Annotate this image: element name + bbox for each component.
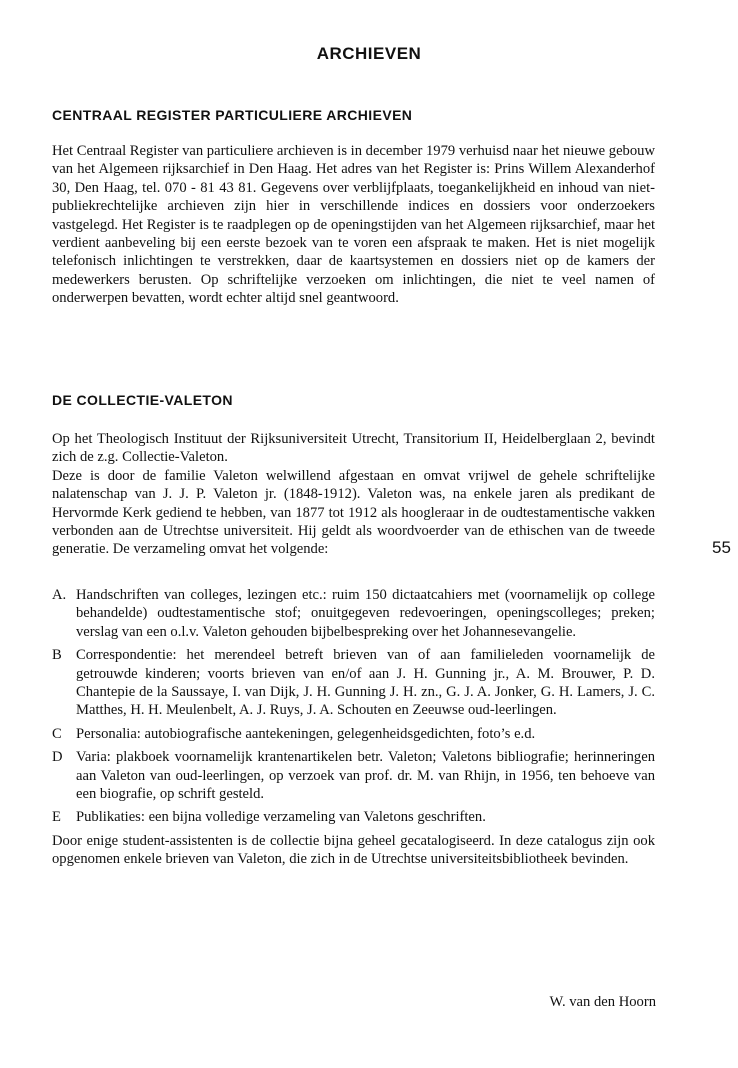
section-heading-central-register: CENTRAAL REGISTER PARTICULIERE ARCHIEVEN (52, 107, 413, 123)
list-item-text: Handschriften van colleges, lezingen etc.: ruim 150 dictaatcahiers met (voornamelijk op college behandelde) oudtestamentische stof; onuitgegeven redevoeringen, openingscolleges; preken; verslag van een o.l.v. Valeton gehouden bijbelbespreking over het Johannesevangelie. (76, 587, 655, 640)
list-item (52, 586, 655, 641)
list-item-marker: D (52, 749, 63, 766)
collection-contents-list (52, 586, 655, 869)
list-item-marker: E (52, 809, 61, 826)
closing-paragraph: Door enige student-assistenten is de collectie bijna geheel gecatalogiseerd. In deze catalogus zijn ook opgenomen enkele brieven van Valeton, die zich in de Utrechtse universiteitsbibliotheek bevinden. (52, 832, 655, 868)
collectie-intro (52, 430, 655, 559)
central-register-paragraph: Het Centraal Register van particuliere archieven is in december 1979 verhuisd naar het nieuwe gebouw van het Algemeen rijksarchief in Den Haag. Het adres van het Register is: Prins Willem Alexanderhof 30, Den Haag, tel. 070 - 81 43 81. Gegevens over verblijfplaats, toegankelijkheid en inhoud van niet-publiekrechtelijke archieven zijn hier in verschillende indices en dossiers voor onderzoekers vastgelegd. Het Register is te raadplegen op de openingstijden van het Algemeen rijksarchief, maar het verdient aanbeveling bij een eerste bezoek van te voren een afspraak te maken. Het is niet mogelijk telefonisch inlichtingen te verstrekken, daar de kaartsystemen en dossiers niet op de kamers der medewerkers berusten. Op schriftelijke verzoeken om inlichtingen, die niet te veel namen of onderwerpen bevatten, wordt echter altijd snel geantwoord. (52, 143, 655, 307)
list-item (52, 646, 655, 720)
list-item (52, 725, 655, 743)
collectie-intro-location: Op het Theologisch Instituut der Rijksuniversiteit Utrecht, Transitorium II, Heidelberglaan 2, bevindt zich de z.g. Collectie-Valeton. (52, 431, 655, 466)
page-title: ARCHIEVEN (316, 44, 422, 63)
list-item-marker: B (52, 647, 62, 664)
list-item-marker: C (52, 725, 62, 742)
list-item (52, 748, 655, 803)
collectie-intro-description: Deze is door de familie Valeton welwillend afgestaan en omvat vrijwel de gehele schriftelijke nalatenschap van J. J. P. Valeton jr. (1848-1912). Valeton was, na enkele jaren als predikant de Hervormde Kerk gediend te hebben, van 1877 tot 1912 als hoogleraar in de oudtestamentische vakken verbonden aan de Utrechtse universiteit. Hij geldt als woordvoerder van de ethischen van de tweede generatie. De verzameling omvat het volgende: (52, 467, 655, 558)
list-item-marker: A. (52, 587, 67, 603)
list-item-text: Correspondentie: het merendeel betreft brieven van of aan familieleden voornamelijk de getrouwde kinderen; voorts brieven van en/of aan J. H. Gunning jr., A. M. Brouwer, P. D. Chantepie de la Saussaye, I. van Dijk, J. H. Gunning J. H. zn., G. J. A. Jonker, G. H. Lamers, J. C. Matthes, H. H. Meulenbelt, A. J. Ruys, J. A. Schouten en Zeeuwse oud-leerlingen. (76, 647, 655, 719)
list-item-text: Varia: plakboek voornamelijk krantenartikelen betr. Valeton; Valetons bibliografie; herinneringen aan Valeton van oud-leerlingen, op verzoek van prof. dr. M. van Rhijn, in 1956, ten behoeve van een biografie, op schrift gesteld. (76, 749, 655, 803)
author-signature: W. van den Hoorn (549, 994, 656, 1010)
page-number: 55 (712, 538, 731, 557)
list-item-text: Publikaties: een bijna volledige verzameling van Valetons geschriften. (76, 809, 486, 826)
section-heading-collectie-valeton: DE COLLECTIE-VALETON (52, 392, 233, 408)
list-item-text: Personalia: autobiografische aantekeningen, gelegenheidsgedichten, foto’s e.d. (76, 725, 536, 742)
list-item (52, 808, 655, 826)
